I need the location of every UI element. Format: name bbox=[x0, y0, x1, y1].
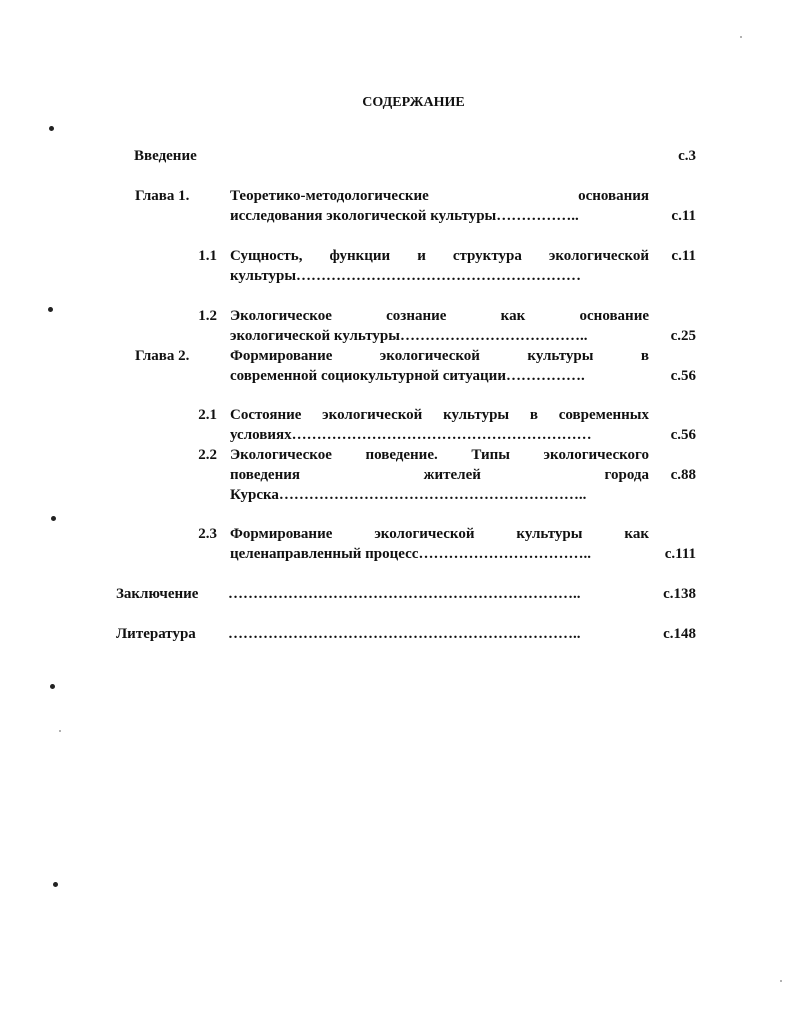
toc-literature-label: Литература bbox=[116, 626, 196, 642]
toc-section-1-2-number: 1.2 bbox=[198, 308, 217, 324]
toc-section-2-3-title-line1: Формирование экологической культуры как bbox=[230, 526, 649, 542]
scan-speck bbox=[50, 684, 55, 689]
toc-section-2-1-title-line2: условиях…………………………………………………… bbox=[230, 427, 592, 443]
page-title: СОДЕРЖАНИЕ bbox=[362, 95, 465, 110]
toc-chapter1-title-line1: Теоретико-методологические основания bbox=[230, 188, 649, 204]
toc-section-2-3-title-line2: целенаправленный процесс…………………………….. bbox=[230, 546, 591, 562]
toc-section-2-2-title-line3: Курска…………………………………………………….. bbox=[230, 487, 587, 503]
toc-section-2-2-title-line1: Экологическое поведение. Типы экологического bbox=[230, 447, 649, 463]
toc-section-1-1-title-line2: культуры………………………………………………… bbox=[230, 268, 582, 284]
toc-chapter1-page: с.11 bbox=[671, 208, 696, 224]
toc-section-1-1-title-line1: Сущность, функции и структура экологической bbox=[230, 248, 649, 264]
toc-section-2-2-number: 2.2 bbox=[198, 447, 217, 463]
scan-speck bbox=[780, 980, 782, 982]
scan-speck bbox=[51, 516, 56, 521]
scan-speck bbox=[49, 126, 54, 131]
toc-section-1-1-number: 1.1 bbox=[198, 248, 217, 264]
scan-speck bbox=[740, 36, 742, 38]
toc-section-2-3-number: 2.3 bbox=[198, 526, 217, 542]
toc-literature-page: с.148 bbox=[663, 626, 696, 642]
toc-section-2-2-title-line2: поведения жителей города bbox=[230, 467, 649, 483]
toc-section-2-1-page: с.56 bbox=[670, 427, 696, 443]
toc-section-1-2-title-line1: Экологическое сознание как основание bbox=[230, 308, 649, 324]
toc-section-2-1-number: 2.1 bbox=[198, 407, 217, 423]
toc-chapter2-label: Глава 2. bbox=[135, 348, 190, 364]
toc-chapter1-title-line2: исследования экологической культуры…………….. bbox=[230, 208, 579, 224]
toc-section-2-3-page: с.111 bbox=[664, 546, 696, 562]
toc-section-1-2-title-line2: экологической культуры……………………………….. bbox=[230, 328, 588, 344]
toc-literature-leader: …………………………………………………………….. bbox=[228, 626, 581, 642]
toc-chapter1-label: Глава 1. bbox=[135, 188, 190, 204]
toc-intro-page: с.3 bbox=[678, 148, 696, 164]
toc-intro-label: Введение bbox=[134, 148, 197, 164]
toc-conclusion-label: Заключение bbox=[116, 586, 199, 602]
toc-chapter2-title-line1: Формирование экологической культуры в bbox=[230, 348, 649, 364]
toc-section-2-2-page: с.88 bbox=[670, 467, 696, 483]
scan-speck bbox=[59, 730, 61, 732]
toc-section-1-2-page: с.25 bbox=[670, 328, 696, 344]
toc-chapter2-title-line2: современной социокультурной ситуации……………. bbox=[230, 368, 585, 384]
toc-section-1-1-page: с.11 bbox=[671, 248, 696, 264]
toc-chapter2-page: с.56 bbox=[670, 368, 696, 384]
scan-speck bbox=[48, 307, 53, 312]
scan-speck bbox=[53, 882, 58, 887]
toc-conclusion-page: с.138 bbox=[663, 586, 696, 602]
toc-conclusion-leader: …………………………………………………………….. bbox=[228, 586, 581, 602]
toc-section-2-1-title-line1: Состояние экологической культуры в современных bbox=[230, 407, 649, 423]
